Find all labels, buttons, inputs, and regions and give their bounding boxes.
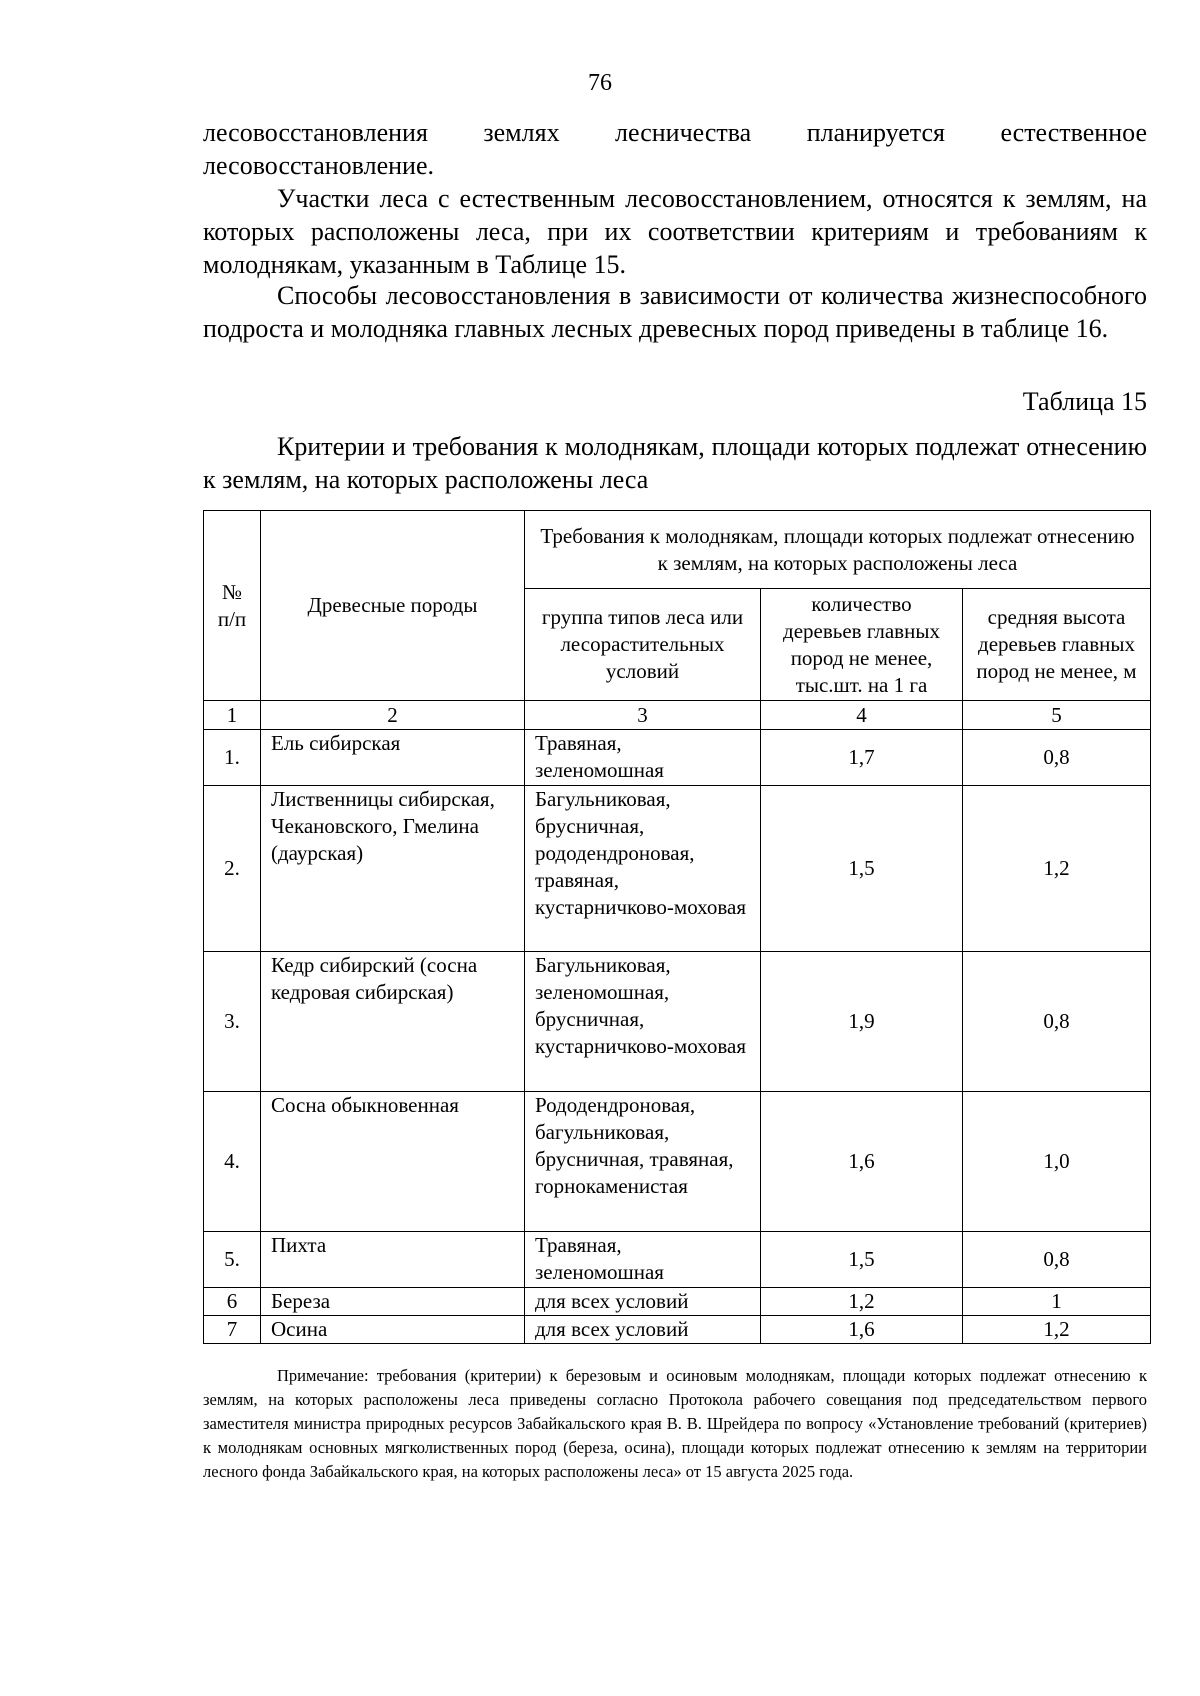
paragraph-1 (203, 116, 1147, 182)
row-forest-type: Багульниковая, зеленомошная, брусничная, кустарничково-моховая (525, 952, 761, 1092)
table-row (204, 1316, 1151, 1344)
row-species: Пихта (261, 1232, 525, 1288)
row-forest-type: Багульниковая, брусничная, рододендроновая, травяная, кустарничково-моховая (525, 786, 761, 952)
row-num: 7 (204, 1316, 261, 1344)
table-caption: Таблица 15 (1022, 387, 1147, 416)
row-tree-height: 0,8 (963, 730, 1151, 786)
table-note (203, 1364, 1147, 1484)
row-species: Лиственницы сибирская, Чекановского, Гмелина (даурская) (261, 786, 525, 952)
table-row (204, 1232, 1151, 1288)
column-number: 1 (204, 701, 261, 730)
row-tree-count: 1,6 (761, 1316, 963, 1344)
table-row (204, 952, 1151, 1092)
row-species: Береза (261, 1288, 525, 1316)
row-tree-height: 0,8 (963, 952, 1151, 1092)
requirements-table (203, 510, 1151, 1344)
row-num: 3. (204, 952, 261, 1092)
row-tree-count: 1,2 (761, 1288, 963, 1316)
table-row (204, 730, 1151, 786)
row-num: 5. (204, 1232, 261, 1288)
header-requirements-group: Требования к молоднякам, площади которых подлежат отнесению к землям, на которых расположены леса (525, 511, 1151, 589)
row-tree-height: 0,8 (963, 1232, 1151, 1288)
table-row (204, 786, 1151, 952)
table-row (204, 1092, 1151, 1232)
page-number: 76 (588, 70, 612, 96)
header-num: № п/п (204, 511, 261, 701)
row-tree-count: 1,5 (761, 1232, 963, 1288)
column-number-row (204, 701, 1151, 730)
header-tree-height: средняя высота деревьев главных пород не менее, м (963, 589, 1151, 701)
row-tree-count: 1,6 (761, 1092, 963, 1232)
paragraph-3: Способы лесовосстановления в зависимости от количества жизнеспособного подроста и молодняка главных лесных древесных пород приведены в таблице 16. (203, 281, 1147, 343)
table-title: Критерии и требования к молоднякам, площади которых подлежат отнесению к землям, на которых расположены леса (203, 432, 1147, 494)
table-row (204, 1288, 1151, 1316)
row-tree-count: 1,7 (761, 730, 963, 786)
row-num: 1. (204, 730, 261, 786)
table-header-row-1 (204, 511, 1151, 589)
column-number: 4 (761, 701, 963, 730)
row-tree-count: 1,9 (761, 952, 963, 1092)
row-tree-count: 1,5 (761, 786, 963, 952)
table-note-text: Примечание: требования (критерии) к березовым и осиновым молоднякам, площади которых подлежат отнесению к землям, на которых расположены леса приведены согласно Протокола рабочего совещания под председательством первого заместителя министра природных ресурсов Забайкальского края В. В. Шрейдера по вопросу «Установление требований (критериев) к молоднякам основных мягколиственных пород (береза, осина), площади которых подлежат отнесению к землям на территории лесного фонда Забайкальского края, на которых расположены леса» от 15 августа 2025 года. (203, 1366, 1147, 1481)
paragraph-2: Участки леса с естественным лесовосстановлением, относятся к землям, на которых расположены леса, при их соответствии критериям и требованиям к молоднякам, указанным в Таблице 15. (203, 184, 1147, 279)
column-number: 5 (963, 701, 1151, 730)
header-forest-type: группа типов леса или лесорастительных условий (525, 589, 761, 701)
row-num: 4. (204, 1092, 261, 1232)
row-tree-height: 1 (963, 1288, 1151, 1316)
row-tree-height: 1,2 (963, 1316, 1151, 1344)
row-forest-type: Рододендроновая, багульниковая, брусничная, травяная, горнокаменистая (525, 1092, 761, 1232)
header-species: Древесные породы (261, 511, 525, 701)
row-forest-type: для всех условий (525, 1288, 761, 1316)
paragraph-1-line-2: лесовосстановление. (203, 151, 434, 180)
row-forest-type: Травяная, зеленомошная (525, 1232, 761, 1288)
column-number: 3 (525, 701, 761, 730)
header-tree-count: количество деревьев главных пород не менее, тыс.шт. на 1 га (761, 589, 963, 701)
row-species: Ель сибирская (261, 730, 525, 786)
row-num: 2. (204, 786, 261, 952)
row-forest-type: Травяная, зеленомошная (525, 730, 761, 786)
row-num: 6 (204, 1288, 261, 1316)
row-species: Осина (261, 1316, 525, 1344)
row-species: Кедр сибирский (сосна кедровая сибирская) (261, 952, 525, 1092)
row-species: Сосна обыкновенная (261, 1092, 525, 1232)
row-forest-type: для всех условий (525, 1316, 761, 1344)
paragraph-1-line-1: лесовосстановления землях лесничества планируется естественное (203, 118, 1147, 147)
column-number: 2 (261, 701, 525, 730)
row-tree-height: 1,0 (963, 1092, 1151, 1232)
row-tree-height: 1,2 (963, 786, 1151, 952)
